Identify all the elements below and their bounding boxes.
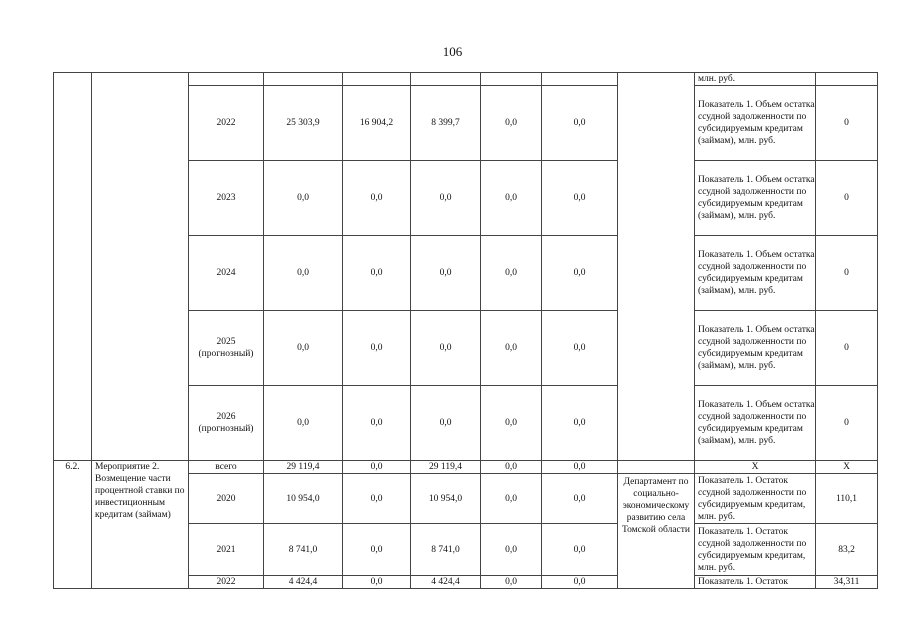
cell-value: 0,0 — [264, 236, 343, 311]
cell-value: 0,0 — [343, 311, 411, 386]
cell-target: 34,311 — [816, 576, 878, 589]
cell-target: 0 — [816, 236, 878, 311]
cell-value: 0,0 — [481, 386, 542, 461]
cell-target: X — [816, 461, 878, 474]
cell-year: 2021 — [189, 524, 264, 576]
cell-indicator: Показатель 1. Объем остатка ссудной задолженности по субсидируемым кредитам (займам), млн. руб. — [695, 236, 816, 311]
cell-value: 0,0 — [264, 161, 343, 236]
cell-indicator: Показатель 1. Объем остатка ссудной задолженности по субсидируемым кредитам (займам), млн. руб. — [695, 86, 816, 161]
cell-value: 0,0 — [343, 386, 411, 461]
cell-value: 0,0 — [481, 461, 542, 474]
cell-year — [189, 386, 264, 461]
cell-target: 0 — [816, 86, 878, 161]
cell-measure-number: 6.2. — [54, 461, 92, 589]
cell-value: 4 424,4 — [411, 576, 481, 589]
cell-year: всего — [189, 461, 264, 474]
cell-indicator: Показатель 1. Объем остатка ссудной задолженности по субсидируемым кредитам (займам), млн. руб. — [695, 386, 816, 461]
cell-value: 0,0 — [542, 86, 618, 161]
cell-executor: Департамент по социально-экономическому развитию села Томской области — [618, 474, 695, 589]
cell-value: 8 741,0 — [411, 524, 481, 576]
cell-indicator: Показатель 1. Остаток — [695, 576, 816, 589]
cell-value: 0,0 — [481, 524, 542, 576]
cell-value: 10 954,0 — [264, 474, 343, 524]
cell-value: 0,0 — [542, 386, 618, 461]
cell-target: 0 — [816, 161, 878, 236]
cell-indicator: Показатель 1. Объем остатка ссудной задолженности по субсидируемым кредитам (займам), млн. руб. — [695, 161, 816, 236]
cell-value: 0,0 — [343, 161, 411, 236]
cell-year: 2022 — [189, 86, 264, 161]
cell-value: 0,0 — [481, 236, 542, 311]
cell-executor-empty — [618, 461, 695, 474]
table-row — [54, 461, 878, 474]
cell-value: 0,0 — [542, 236, 618, 311]
cell-executor-cont — [618, 73, 695, 461]
cell-year: 2020 — [189, 474, 264, 524]
cell-value: 10 954,0 — [411, 474, 481, 524]
cell-value: 0,0 — [542, 161, 618, 236]
cell-value: 0,0 — [343, 576, 411, 589]
cell-number-cont — [54, 73, 92, 461]
cell-value: 0,0 — [542, 576, 618, 589]
cell-indicator: Показатель 1. Остаток ссудной задолженности по субсидируемым кредитам, млн. руб. — [695, 474, 816, 524]
cell-indicator: млн. руб. — [695, 73, 816, 86]
cell-value: 0,0 — [411, 386, 481, 461]
cell-indicator: Показатель 1. Остаток ссудной задолженности по субсидируемым кредитам, млн. руб. — [695, 524, 816, 576]
program-table — [53, 72, 878, 589]
cell-value: 0,0 — [481, 86, 542, 161]
cell-year: 2024 — [189, 236, 264, 311]
cell-value: 0,0 — [481, 576, 542, 589]
cell-measure-name: Мероприятие 2. Возмещение части процентной ставки по инвестиционным кредитам (займам) — [92, 461, 189, 589]
year-label: 2026 — [216, 412, 236, 422]
table-row — [54, 73, 878, 86]
cell-value: 0,0 — [343, 524, 411, 576]
cell-value: 16 904,2 — [343, 86, 411, 161]
cell-year: 2023 — [189, 161, 264, 236]
cell-value: 29 119,4 — [411, 461, 481, 474]
cell-value: 29 119,4 — [264, 461, 343, 474]
cell-year: 2022 — [189, 576, 264, 589]
cell-value: 0,0 — [481, 311, 542, 386]
cell-target: 0 — [816, 386, 878, 461]
cell-indicator: X — [695, 461, 816, 474]
cell-value: 8 399,7 — [411, 86, 481, 161]
cell-value: 0,0 — [411, 236, 481, 311]
cell-value: 0,0 — [411, 161, 481, 236]
cell-target: 0 — [816, 311, 878, 386]
cell-value: 25 303,9 — [264, 86, 343, 161]
cell-value: 0,0 — [542, 461, 618, 474]
cell-name-cont — [92, 73, 189, 461]
cell-value: 0,0 — [481, 474, 542, 524]
cell-value: 0,0 — [264, 311, 343, 386]
year-label: 2025 — [216, 337, 236, 347]
cell-value: 0,0 — [411, 311, 481, 386]
cell-year — [189, 311, 264, 386]
cell-value: 0,0 — [343, 236, 411, 311]
cell-value: 4 424,4 — [264, 576, 343, 589]
cell-indicator: Показатель 1. Объем остатка ссудной задолженности по субсидируемым кредитам (займам), млн. руб. — [695, 311, 816, 386]
cell-value: 0,0 — [481, 161, 542, 236]
cell-target: 110,1 — [816, 474, 878, 524]
cell-target: 83,2 — [816, 524, 878, 576]
cell-value: 0,0 — [542, 311, 618, 386]
cell-value: 0,0 — [264, 386, 343, 461]
year-note: (прогнозный) — [198, 424, 254, 434]
cell-value: 0,0 — [343, 461, 411, 474]
cell-value: 0,0 — [542, 474, 618, 524]
cell-value: 0,0 — [343, 474, 411, 524]
year-note: (прогнозный) — [198, 349, 254, 359]
cell-value: 0,0 — [542, 524, 618, 576]
cell-value: 8 741,0 — [264, 524, 343, 576]
page-number: 106 — [442, 44, 463, 59]
